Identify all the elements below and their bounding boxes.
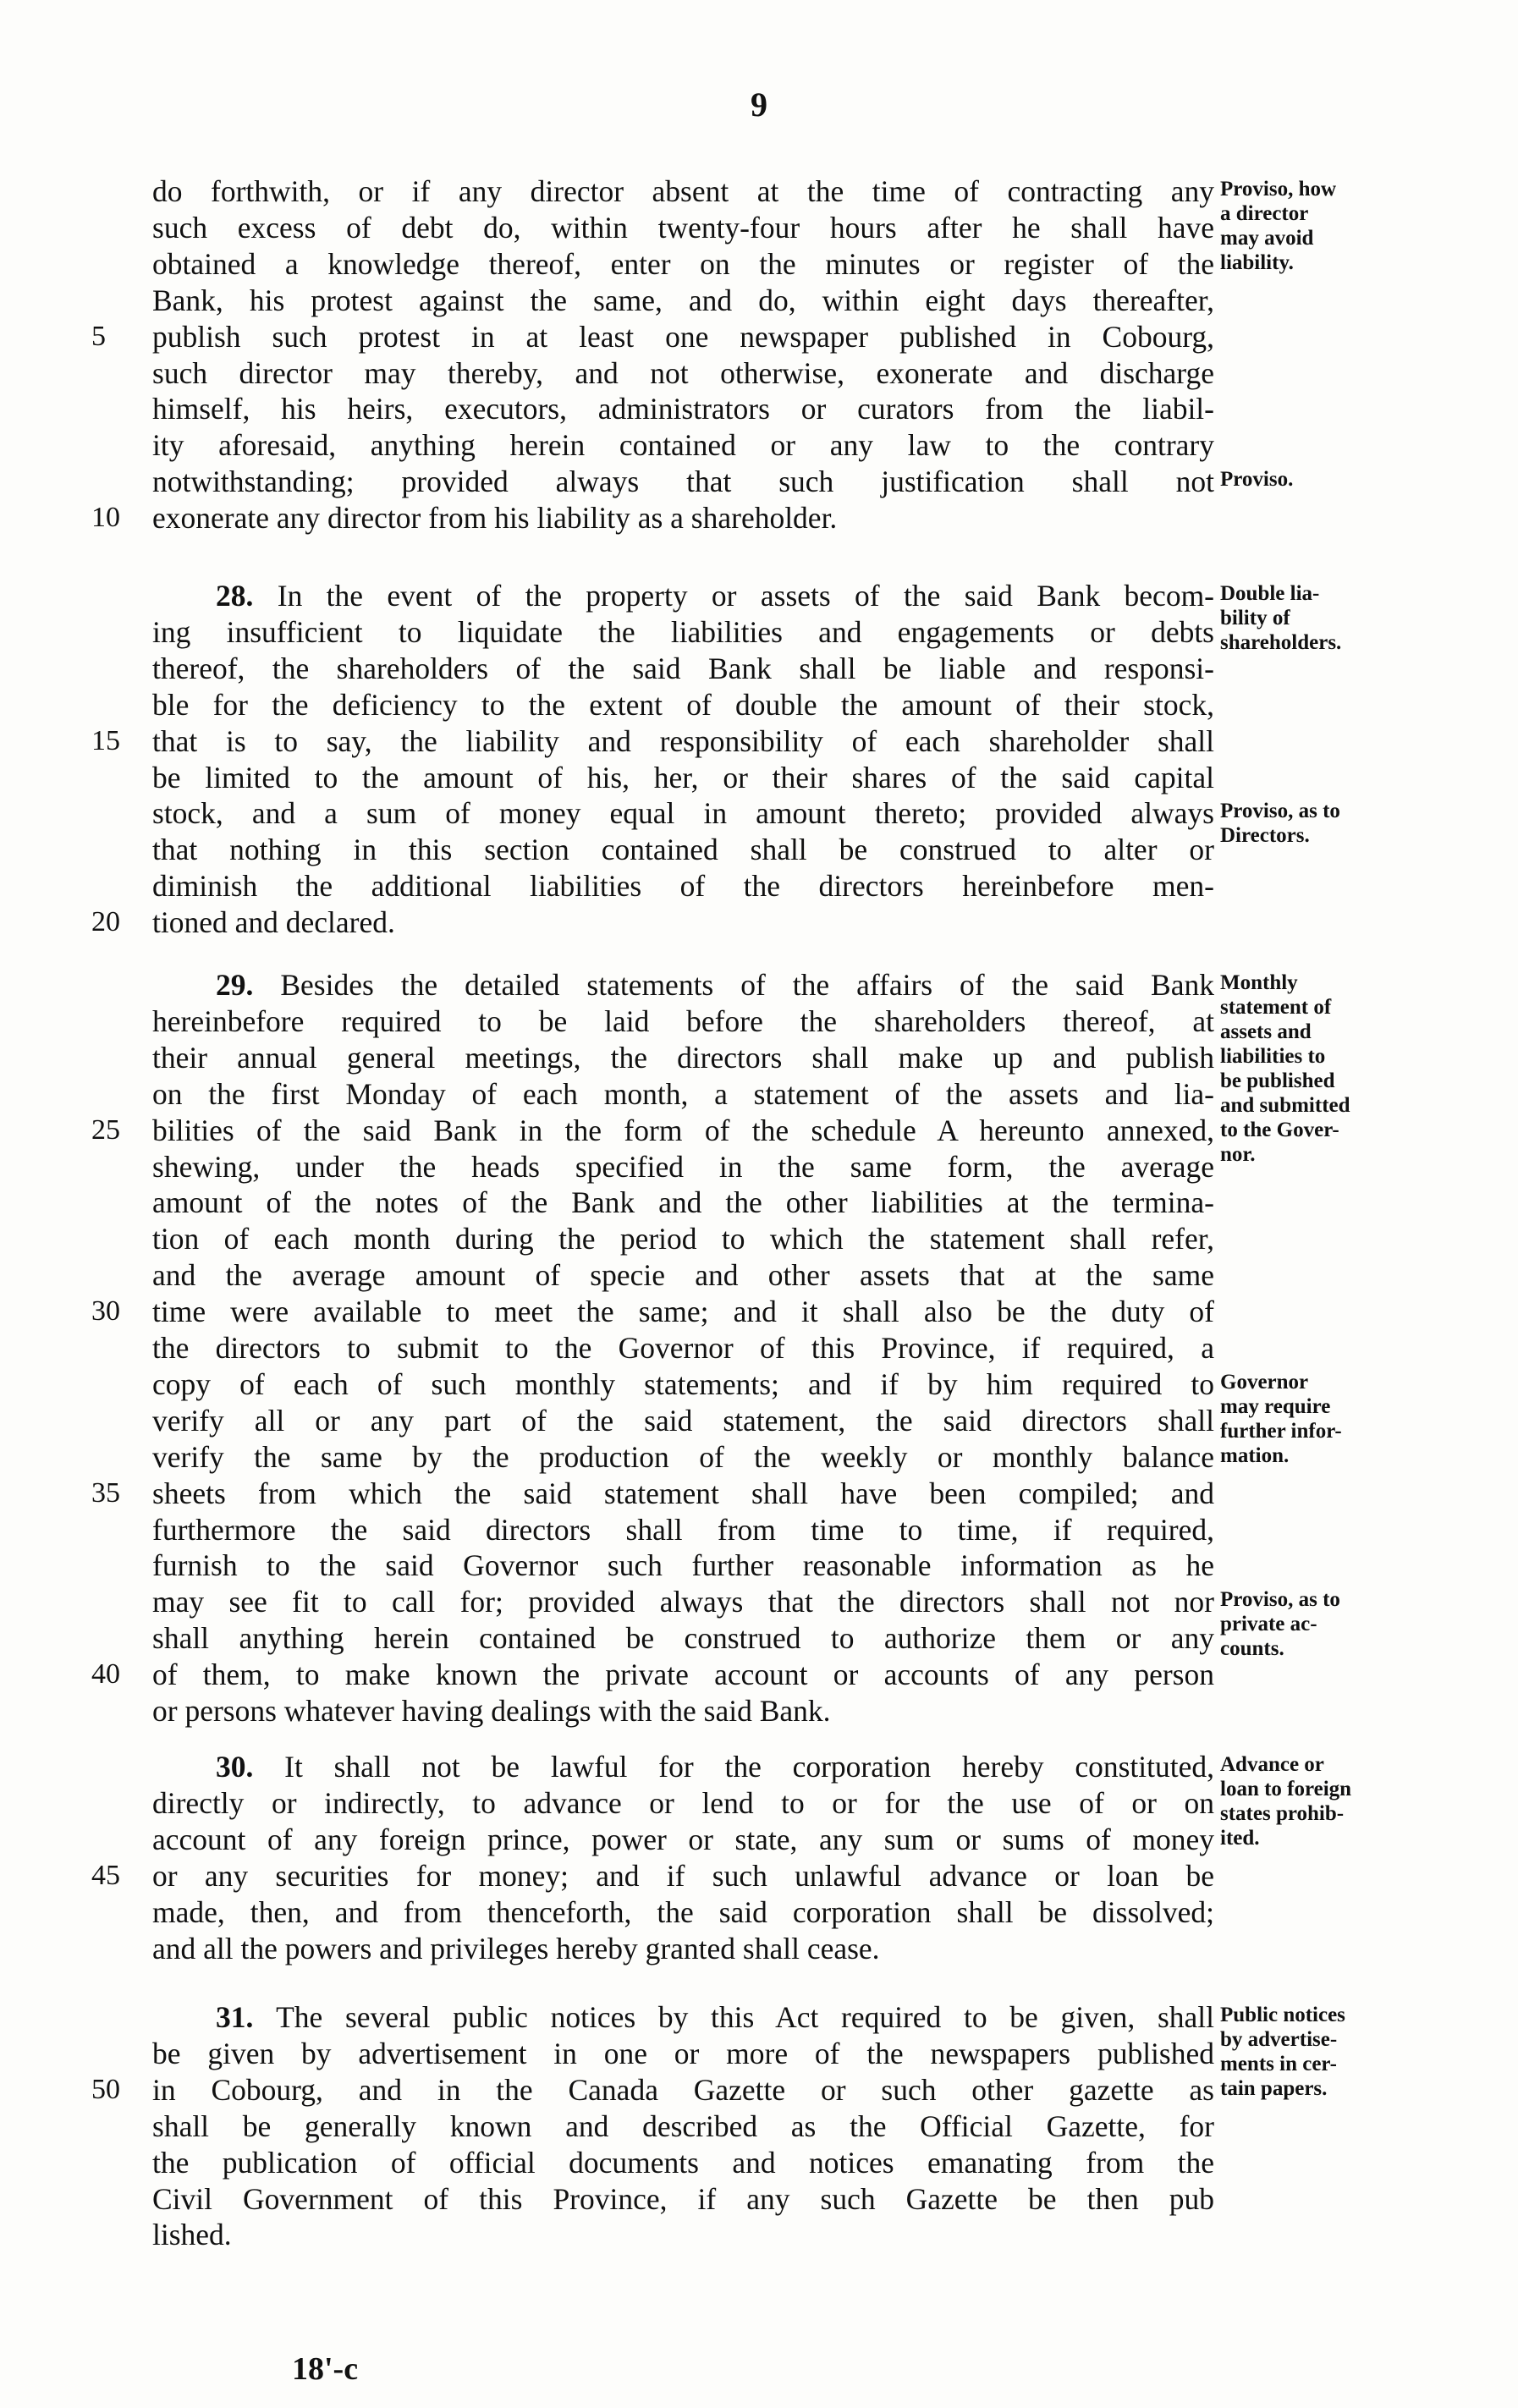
text-line: and the average amount of specie and other assets that at the same: [152, 1258, 1214, 1293]
text-line: hereinbefore required to be laid before the shareholders thereof, at: [152, 1003, 1214, 1038]
text-line: directly or indirectly, to advance or lend to or for the use of or on: [152, 1785, 1214, 1820]
text-line: 29. Besides the detailed statements of the affairs of the said Bank: [216, 968, 1214, 1002]
text-line: such excess of debt do, within twenty-four hours after he shall have: [152, 210, 1214, 245]
text-line: of them, to make known the private account or accounts of any person: [152, 1658, 1214, 1692]
margin-note-line: Proviso.: [1220, 468, 1294, 492]
text-line: or any securities for money; and if such unlawful advance or loan be: [152, 1858, 1214, 1893]
text-line: be limited to the amount of his, her, or their shares of the said capital: [152, 760, 1214, 794]
text-line: on the first Monday of each month, a statement of the assets and lia-: [152, 1076, 1214, 1111]
margin-note-line: may avoid: [1220, 227, 1314, 250]
margin-note-line: liabilities to: [1220, 1045, 1326, 1068]
text-line: ity aforesaid, anything herein contained or any law to the contrary: [152, 428, 1214, 463]
margin-note: [1220, 799, 1512, 848]
margin-note-line: private ac-: [1220, 1613, 1317, 1636]
margin-note-line: states prohib-: [1220, 1802, 1345, 1825]
text-line: tioned and declared.: [152, 905, 395, 940]
margin-note-line: liability.: [1220, 251, 1294, 274]
text-line: 31. The several public notices by this Act required to be given, shall: [216, 2000, 1214, 2034]
line-number: 15: [91, 724, 120, 756]
margin-note-line: mation.: [1220, 1443, 1290, 1467]
text-line: furnish to the said Governor such further reasonable information as he: [152, 1548, 1214, 1583]
margin-note-line: statement of: [1220, 996, 1332, 1019]
text-line: thereof, the shareholders of the said Bank shall be liable and responsi-: [152, 651, 1214, 685]
text-line: himself, his heirs, executors, administrators or curators from the liabil-: [152, 392, 1214, 426]
margin-note-line: shareholders.: [1220, 631, 1342, 654]
line-number: 50: [91, 2073, 120, 2105]
line-number: 35: [91, 1476, 120, 1509]
margin-note-line: further infor-: [1220, 1419, 1342, 1443]
section-number: 28.: [216, 579, 278, 613]
margin-note-line: Governor: [1220, 1370, 1309, 1394]
text-line: sheets from which the said statement shall have been compiled; and: [152, 1476, 1214, 1510]
text-line: 30. It shall not be lawful for the corporation hereby constituted,: [216, 1750, 1214, 1784]
text-line: ble for the deficiency to the extent of double the amount of their stock,: [152, 687, 1214, 722]
line-number: 5: [91, 320, 106, 352]
margin-note-line: tain papers.: [1220, 2077, 1328, 2100]
line-number: 30: [91, 1295, 120, 1328]
margin-note: [1220, 2003, 1512, 2101]
printer-signature: 18'-c: [292, 2351, 359, 2387]
margin-note: [1220, 1752, 1512, 1850]
section-number: 31.: [216, 2000, 277, 2034]
section-number: 30.: [216, 1750, 285, 1784]
line-number: 25: [91, 1113, 120, 1146]
text-line: do forthwith, or if any director absent at the time of contracting any: [152, 174, 1214, 208]
line-number: 45: [91, 1859, 120, 1891]
text-line: diminish the additional liabilities of the directors hereinbefore men-: [152, 869, 1214, 904]
text-line: shall be generally known and described as the Official Gazette, for: [152, 2108, 1214, 2143]
margin-note: [1220, 177, 1512, 275]
text-line: account of any foreign prince, power or state, any sum or sums of money: [152, 1822, 1214, 1856]
margin-note-line: Directors.: [1220, 824, 1310, 848]
margin-note-line: and submitted: [1220, 1094, 1350, 1117]
text-line: the publication of official documents and notices emanating from the: [152, 2145, 1214, 2180]
text-line: time were available to meet the same; and it shall also be the duty of: [152, 1295, 1214, 1329]
text-line: tion of each month during the period to which the statement shall refer,: [152, 1222, 1214, 1256]
text-line: or persons whatever having dealings with the said Bank.: [152, 1694, 831, 1728]
text-line: the directors to submit to the Governor of this Province, if required, a: [152, 1331, 1214, 1365]
text-line: exonerate any director from his liability as a shareholder.: [152, 501, 838, 536]
text-line: Bank, his protest against the same, and do, within eight days thereafter,: [152, 283, 1214, 317]
text-line: and all the powers and privileges hereby granted shall cease.: [152, 1931, 880, 1965]
text-line: 28. In the event of the property or assets of the said Bank becom-: [216, 579, 1214, 613]
text-line: amount of the notes of the Bank and the other liabilities at the termina-: [152, 1185, 1214, 1220]
text-line: that is to say, the liability and responsibility of each shareholder shall: [152, 723, 1214, 758]
margin-note-line: by advertise-: [1220, 2028, 1338, 2051]
margin-note: [1220, 467, 1512, 492]
text-line: shewing, under the heads specified in the same form, the average: [152, 1149, 1214, 1184]
margin-note-line: bility of: [1220, 607, 1290, 629]
page-number: 9: [751, 85, 767, 124]
margin-note: [1220, 970, 1512, 1167]
text-line: notwithstanding; provided always that such justification shall not: [152, 465, 1214, 499]
margin-note-line: Advance or: [1220, 1753, 1324, 1776]
line-number: 40: [91, 1658, 120, 1691]
margin-note: [1220, 581, 1512, 655]
margin-note-line: Proviso, how: [1220, 178, 1337, 201]
text-line: lished.: [152, 2218, 232, 2252]
margin-note-line: be published: [1220, 1069, 1335, 1092]
margin-note-line: Proviso, as to: [1220, 1588, 1340, 1612]
margin-note: [1220, 1370, 1512, 1468]
text-line: such director may thereby, and not otherwise, exonerate and discharge: [152, 355, 1214, 390]
text-line: shall anything herein contained be construed to authorize them or any: [152, 1621, 1214, 1656]
text-line: furthermore the said directors shall from time to time, if required,: [152, 1512, 1214, 1547]
text-line: made, then, and from thenceforth, the said corporation shall be dissolved;: [152, 1894, 1214, 1929]
line-number: 10: [91, 502, 120, 534]
margin-note-line: Double lia-: [1220, 582, 1320, 605]
margin-note-line: to the Gover-: [1220, 1119, 1339, 1141]
text-line: be given by advertisement in one or more of the newspapers published: [152, 2036, 1214, 2070]
margin-note-line: ments in cer-: [1220, 2053, 1337, 2075]
line-number: 20: [91, 906, 120, 938]
text-line: in Cobourg, and in the Canada Gazette or such other gazette as: [152, 2072, 1214, 2107]
margin-note-line: Public notices: [1220, 2004, 1345, 2026]
text-line: their annual general meetings, the directors shall make up and publish: [152, 1040, 1214, 1075]
margin-note: [1220, 1587, 1512, 1661]
text-line: ing insufficient to liquidate the liabilities and engagements or debts: [152, 614, 1214, 649]
section-number: 29.: [216, 968, 281, 1002]
margin-note-line: assets and: [1220, 1020, 1312, 1043]
text-line: copy of each of such monthly statements; and if by him required to: [152, 1366, 1214, 1401]
margin-note-line: loan to foreign: [1220, 1778, 1352, 1801]
text-line: bilities of the said Bank in the form of the schedule A hereunto annexed,: [152, 1113, 1214, 1147]
margin-note-line: Monthly: [1220, 971, 1298, 994]
margin-note-line: nor.: [1220, 1143, 1256, 1166]
text-line: stock, and a sum of money equal in amount thereto; provided always: [152, 796, 1214, 831]
margin-note-line: a director: [1220, 202, 1309, 225]
margin-note-line: counts.: [1220, 1637, 1284, 1661]
margin-note-line: may require: [1220, 1394, 1331, 1418]
text-line: verify the same by the production of the weekly or monthly balance: [152, 1439, 1214, 1474]
text-line: Civil Government of this Province, if any such Gazette be then pub: [152, 2181, 1214, 2216]
text-line: that nothing in this section contained shall be construed to alter or: [152, 833, 1214, 867]
text-line: verify all or any part of the said statement, the said directors shall: [152, 1403, 1214, 1438]
text-line: may see fit to call for; provided always that the directors shall not nor: [152, 1585, 1214, 1619]
margin-note-line: ited.: [1220, 1827, 1260, 1850]
text-line: publish such protest in at least one newspaper published in Cobourg,: [152, 319, 1214, 354]
text-line: obtained a knowledge thereof, enter on the minutes or register of the: [152, 246, 1214, 281]
margin-note-line: Proviso, as to: [1220, 800, 1340, 823]
